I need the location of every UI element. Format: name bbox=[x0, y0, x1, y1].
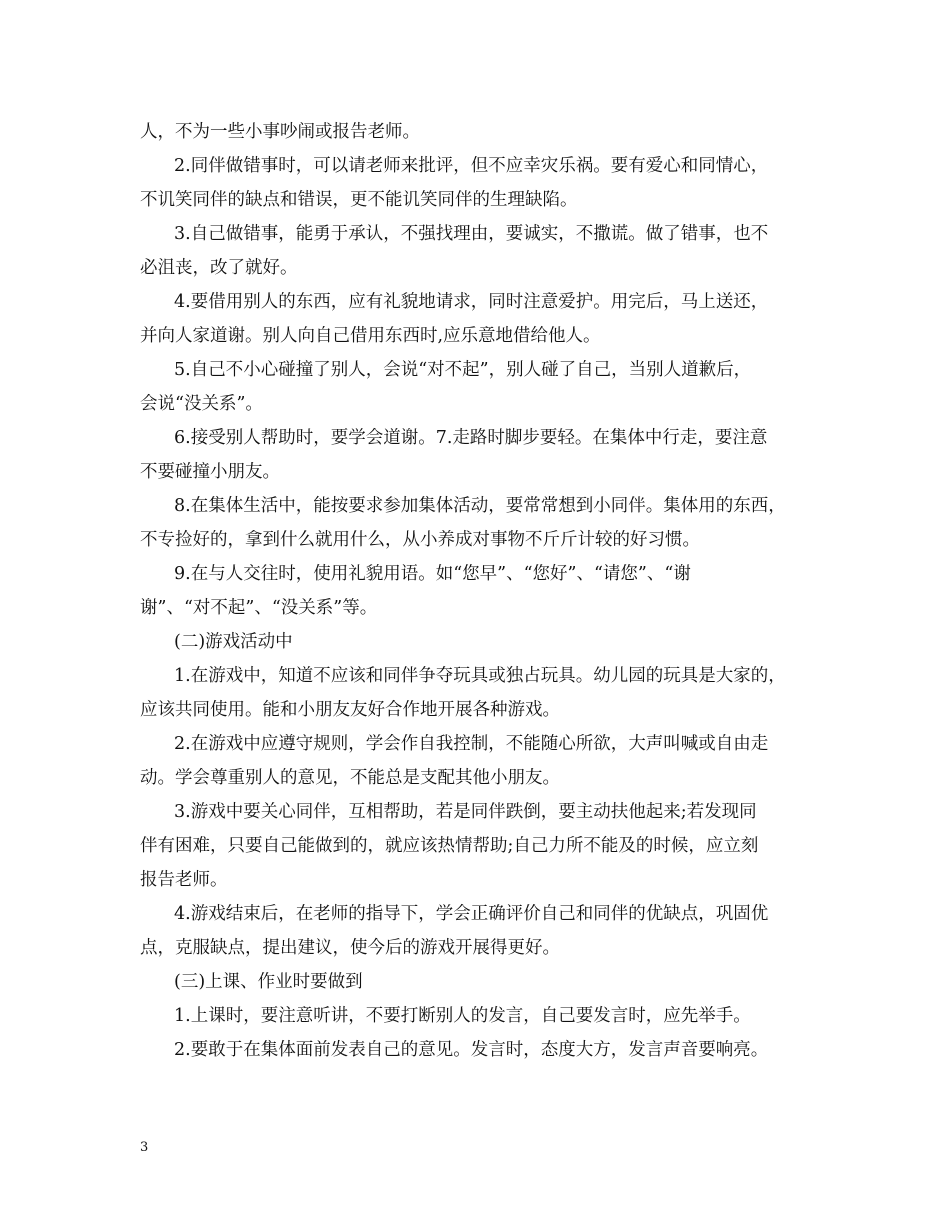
text-line: 伴有困难，只要自己能做到的，就应该热情帮助;自己力所不能及的时候，应立刻 bbox=[140, 836, 759, 856]
text-line: 并向人家道谢。别人向自己借用东西时,应乐意地借给他人。 bbox=[140, 326, 601, 346]
text-line: 2.要敢于在集体面前发表自己的意见。发言时，态度大方，发言声音要响亮。 bbox=[174, 1040, 769, 1060]
text-line: 4.要借用别人的东西，应有礼貌地请求，同时注意爱护。用完后，马上送还， bbox=[174, 292, 769, 312]
text-line: 1.在游戏中，知道不应该和同伴争夺玩具或独占玩具。幼儿园的玩具是大家的， bbox=[174, 666, 786, 686]
text-line: 5.自己不小心碰撞了别人，会说“对不起”，别人碰了自己，当别人道歉后， bbox=[174, 360, 752, 380]
text-line: (二)游戏活动中 bbox=[174, 632, 293, 652]
text-line: 6.接受别人帮助时，要学会道谢。7.走路时脚步要轻。在集体中行走，要注意 bbox=[174, 428, 768, 448]
text-line: 8.在集体生活中，能按要求参加集体活动，要常常想到小同伴。集体用的东西， bbox=[174, 496, 786, 516]
text-line: 3.游戏中要关心同伴，互相帮助，若是同伴跌倒，要主动扶他起来;若发现同 bbox=[174, 802, 757, 822]
text-line: 不讥笑同伴的缺点和错误，更不能讥笑同伴的生理缺陷。 bbox=[140, 190, 578, 210]
text-line: 人，不为一些小事吵闹或报告老师。 bbox=[140, 122, 420, 142]
text-line: (三)上课、作业时要做到 bbox=[174, 972, 363, 992]
document-body bbox=[140, 117, 820, 1069]
text-line: 2.在游戏中应遵守规则，学会作自我控制，不能随心所欲，大声叫喊或自由走 bbox=[174, 734, 769, 754]
text-line: 不专捡好的，拿到什么就用什么，从小养成对事物不斤斤计较的好习惯。 bbox=[140, 530, 700, 550]
text-line: 应该共同使用。能和小朋友友好合作地开展各种游戏。 bbox=[140, 700, 560, 720]
text-line: 1.上课时，要注意听讲，不要打断别人的发言，自己要发言时，应先举手。 bbox=[174, 1006, 751, 1026]
text-line: 4.游戏结束后，在老师的指导下，学会正确评价自己和同伴的优缺点，巩固优 bbox=[174, 904, 769, 924]
text-line: 9.在与人交往时，使用礼貌用语。如“您早”、“您好”、“请您”、“谢 bbox=[174, 564, 691, 584]
text-line: 点，克服缺点，提出建议，使今后的游戏开展得更好。 bbox=[140, 938, 560, 958]
text-line: 2.同伴做错事时，可以请老师来批评，但不应幸灾乐祸。要有爱心和同情心， bbox=[174, 156, 769, 176]
text-line: 报告老师。 bbox=[140, 870, 228, 890]
text-line: 谢”、“对不起”、“没关系”等。 bbox=[140, 598, 378, 618]
page-number: 3 bbox=[140, 1140, 149, 1155]
text-line: 会说“没关系”。 bbox=[140, 394, 263, 414]
text-line: 不要碰撞小朋友。 bbox=[140, 462, 280, 482]
text-line: 必沮丧，改了就好。 bbox=[140, 258, 298, 278]
text-line: 3.自己做错事，能勇于承认，不强找理由，要诚实，不撒谎。做了错事，也不 bbox=[174, 224, 769, 244]
text-line: 动。学会尊重别人的意见，不能总是支配其他小朋友。 bbox=[140, 768, 560, 788]
